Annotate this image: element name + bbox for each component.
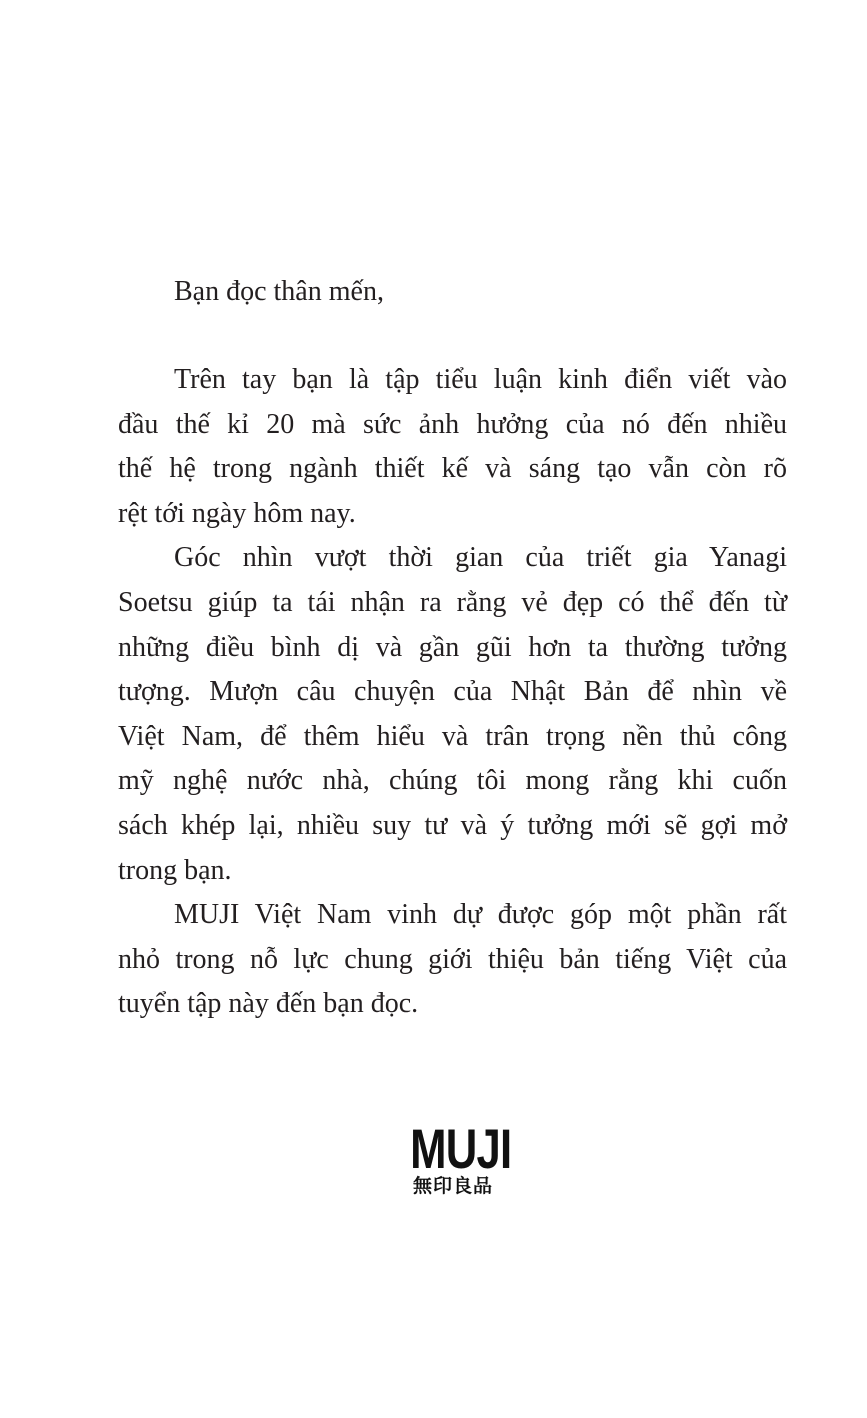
text-line: MUJI Việt Nam vinh dự được góp một phần rất bbox=[174, 899, 787, 931]
greeting: Bạn đọc thân mến, bbox=[174, 276, 384, 307]
muji-logo bbox=[398, 1117, 512, 1198]
text-line: rệt tới ngày hôm nay. bbox=[118, 497, 356, 529]
text-line: trong bạn. bbox=[118, 854, 232, 886]
text-line: Góc nhìn vượt thời gian của triết gia Yanagi bbox=[174, 542, 787, 574]
text-line: Soetsu giúp ta tái nhận ra rằng vẻ đẹp có thể đến từ bbox=[118, 586, 787, 618]
text-line: những điều bình dị và gần gũi hơn ta thường tưởng bbox=[118, 631, 787, 663]
text-line: sách khép lại, nhiều suy tư và ý tưởng mới sẽ gợi mở bbox=[118, 809, 787, 841]
letter-body bbox=[118, 358, 787, 1027]
text-line: tuyển tập này đến bạn đọc. bbox=[118, 988, 419, 1020]
text-line: tượng. Mượn câu chuyện của Nhật Bản để nhìn về bbox=[118, 676, 787, 708]
text-line: thế hệ trong ngành thiết kế và sáng tạo vẫn còn rõ bbox=[118, 453, 787, 485]
logo-wordmark: MUJI bbox=[410, 1117, 512, 1180]
text-line: mỹ nghệ nước nhà, chúng tôi mong rằng khi cuốn bbox=[118, 765, 787, 797]
text-line: nhỏ trong nỗ lực chung giới thiệu bản tiếng Việt của bbox=[118, 943, 787, 975]
text-line: Việt Nam, để thêm hiểu và trân trọng nền thủ công bbox=[118, 720, 787, 752]
text-line: đầu thế kỉ 20 mà sức ảnh hưởng của nó đến nhiều bbox=[118, 408, 787, 440]
logo-kanji: 無印良品 bbox=[412, 1175, 493, 1197]
text-line: Trên tay bạn là tập tiểu luận kinh điển viết vào bbox=[174, 364, 787, 395]
